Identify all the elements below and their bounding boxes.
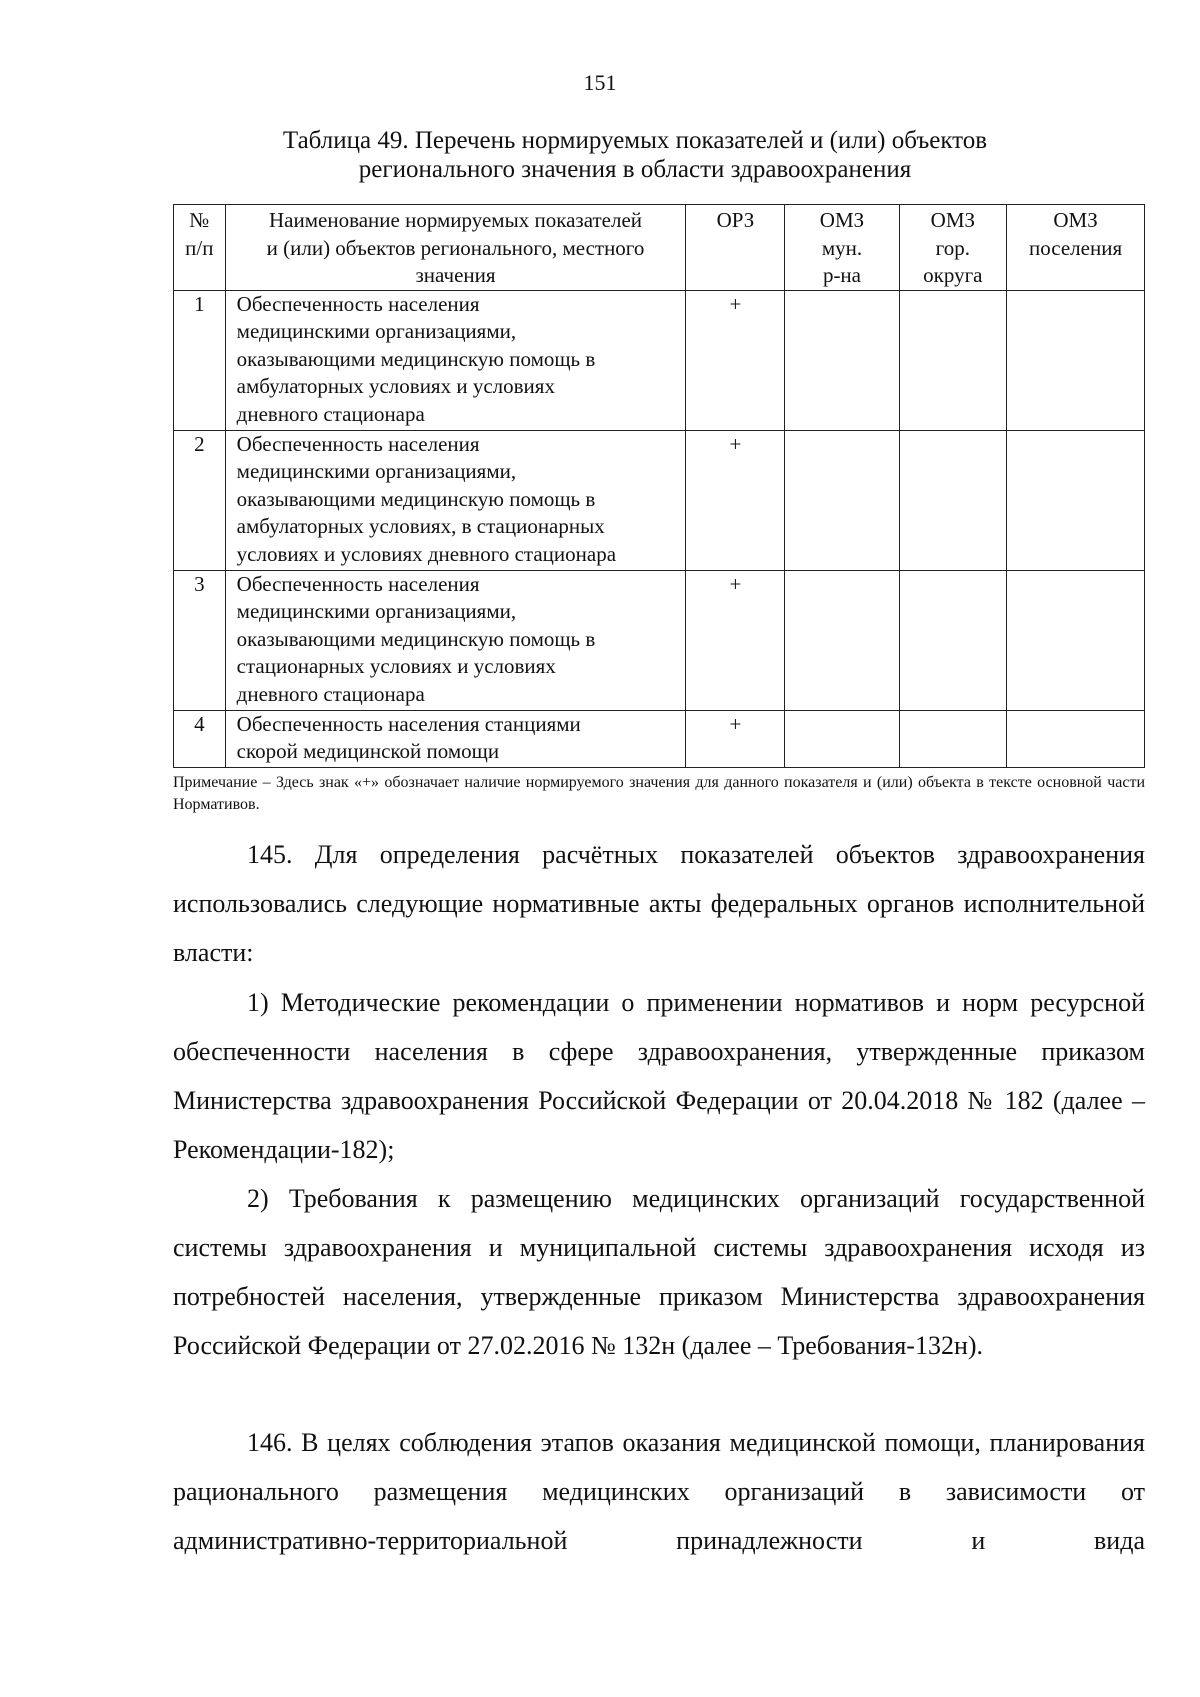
- paragraph-item-2: 2) Требования к размещению медицинских организаций государственной системы здравоохранения и муниципальной системы здравоохранения исходя из потребностей населения, утвержденные приказом Министерства здравоохранения Российской Федерации от 27.02.2016 № 132н (далее – Требования-132н).: [173, 1184, 1145, 1360]
- row-omz-mun-mark: [785, 710, 899, 767]
- row-name-line: медицинскими организациями,: [236, 459, 517, 483]
- header-omz-gor: [899, 205, 1007, 291]
- header-omz-pos: [1007, 205, 1145, 291]
- row-omz-pos-mark: [1007, 290, 1145, 430]
- row-omz-mun-mark: [785, 290, 899, 430]
- header-orz-label: ОРЗ: [716, 208, 755, 232]
- row-omz-gor-mark: [899, 710, 1007, 767]
- paragraph-item-1: 1) Методические рекомендации о применении нормативов и норм ресурсной обеспеченности населения в сфере здравоохранения, утвержденные приказом Министерства здравоохранения Российской Федерации от 20.04.2018 № 182 (далее – Рекомендации-182);: [173, 988, 1145, 1164]
- paragraph-146: 146. В целях соблюдения этапов оказания медицинской помощи, планирования рационального размещения медицинских организаций в зависимости от административно-территориальной принадлежности и вида: [173, 1428, 1145, 1555]
- paragraph-145: 145. Для определения расчётных показателей объектов здравоохранения использовались следующие нормативные акты федеральных органов исполнительной власти:: [173, 840, 1145, 967]
- row-name-line: Обеспеченность населения: [236, 291, 480, 316]
- page-number: 151: [583, 70, 617, 95]
- row-name-line: амбулаторных условиях, в стационарных: [236, 514, 605, 538]
- header-num: [174, 205, 226, 291]
- header-name-line: значения: [415, 263, 496, 287]
- header-omz-pos-line: поселения: [1029, 235, 1123, 260]
- row-indicator-name: [225, 710, 686, 767]
- table-row: [174, 290, 1145, 430]
- header-omz-mun-line: р-на: [822, 263, 861, 287]
- header-omz-mun: [785, 205, 899, 291]
- row-name-line: Обеспеченность населения: [236, 571, 480, 596]
- row-name-line: Обеспеченность населения: [236, 431, 480, 456]
- row-indicator-name: [225, 570, 686, 710]
- header-omz-gor-line: ОМЗ: [930, 208, 976, 232]
- row-omz-gor-mark: [899, 430, 1007, 570]
- row-name-line: стационарных условиях и условиях: [236, 654, 556, 678]
- header-omz-pos-line: ОМЗ: [1053, 208, 1098, 232]
- row-omz-gor-mark: [899, 570, 1007, 710]
- table-caption-line-1: Таблица 49. Перечень нормируемых показателей и (или) объектов: [282, 127, 988, 154]
- row-name-line: оказывающими медицинскую помощь в: [236, 626, 596, 651]
- row-name-line: медицинскими организациями,: [236, 599, 517, 623]
- row-number: 4: [174, 710, 226, 767]
- row-name-line: медицинскими организациями,: [236, 319, 517, 343]
- table-row: [174, 570, 1145, 710]
- row-name-line: дневного стационара: [236, 401, 425, 426]
- table-row: [174, 710, 1145, 767]
- row-omz-mun-mark: [785, 430, 899, 570]
- row-number: 3: [174, 570, 226, 710]
- table-note: Примечание – Здесь знак «+» обозначает наличие нормируемого значения для данного показателя и (или) объекта в тексте основной части Нормативов.: [173, 774, 1145, 813]
- row-name-line: амбулаторных условиях и условиях: [236, 374, 555, 398]
- row-name-line: оказывающими медицинскую помощь в: [236, 486, 596, 511]
- row-omz-pos-mark: [1007, 570, 1145, 710]
- row-omz-pos-mark: [1007, 710, 1145, 767]
- table-caption-line-2: регионального значения в области здравоохранения: [358, 156, 912, 183]
- table-row: [174, 430, 1145, 570]
- norms-table: [173, 204, 1145, 768]
- table-header-row: [174, 205, 1145, 291]
- row-number: 1: [174, 290, 226, 430]
- header-omz-gor-line: гор.: [935, 235, 970, 260]
- row-name-line: дневного стационара: [236, 681, 425, 706]
- row-name-line: условиях и условиях дневного стационара: [236, 541, 617, 566]
- header-omz-mun-line: мун.: [821, 235, 863, 260]
- row-omz-mun-mark: [785, 570, 899, 710]
- row-indicator-name: [225, 430, 686, 570]
- row-orz-mark: +: [686, 570, 785, 710]
- header-name: [225, 205, 686, 291]
- row-name-line: оказывающими медицинскую помощь в: [236, 346, 596, 371]
- row-orz-mark: +: [686, 430, 785, 570]
- row-name-line: скорой медицинской помощи: [236, 739, 500, 763]
- row-orz-mark: +: [686, 290, 785, 430]
- row-number: 2: [174, 430, 226, 570]
- row-name-line: Обеспеченность населения станциями: [236, 711, 581, 736]
- header-name-line: и (или) объектов регионального, местного: [266, 235, 645, 260]
- header-num-line: п/п: [185, 235, 214, 260]
- header-omz-mun-line: ОМЗ: [819, 208, 865, 232]
- header-omz-gor-line: округа: [923, 263, 983, 287]
- header-num-line: №: [189, 208, 210, 232]
- row-omz-pos-mark: [1007, 430, 1145, 570]
- row-indicator-name: [225, 290, 686, 430]
- row-omz-gor-mark: [899, 290, 1007, 430]
- table-caption: [230, 126, 1040, 184]
- header-name-line: Наименование нормируемых показателей: [269, 208, 643, 232]
- row-orz-mark: +: [686, 710, 785, 767]
- header-orz: [686, 205, 785, 291]
